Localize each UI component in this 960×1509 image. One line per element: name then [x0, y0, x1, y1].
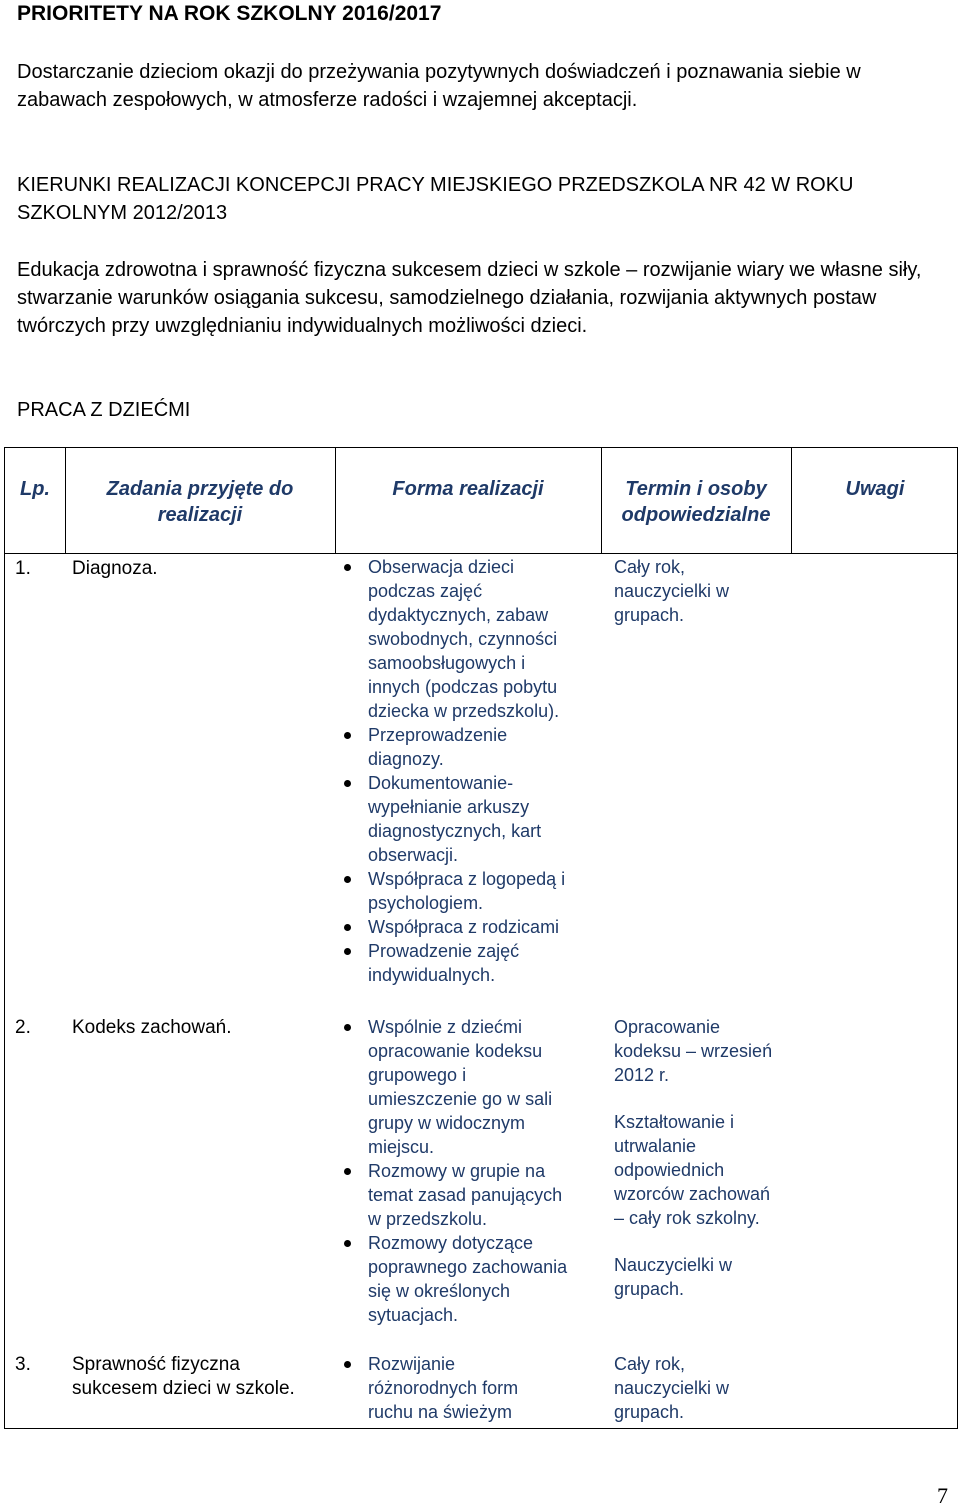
row-number: 1.: [15, 558, 31, 579]
list-item: Rozmowy dotyczące poprawnego zachowania się w określonych sytuacjach.: [338, 1231, 568, 1327]
row-task: Kodeks zachowań.: [72, 1017, 232, 1038]
list-item: Przeprowadzenie diagnozy.: [338, 723, 568, 771]
header-uwagi: Uwagi: [845, 478, 905, 500]
list-item: Współpraca z logopedą i psychologiem.: [338, 867, 568, 915]
header-separator: [5, 553, 957, 554]
row-forms-list: [338, 1015, 568, 1327]
row-task: Diagnoza.: [72, 558, 158, 579]
column-divider: [791, 448, 792, 553]
list-item: Współpraca z rodzicami: [338, 915, 568, 939]
priority-paragraph: Dostarczanie dzieciom okazji do przeżywania pozytywnych doświadczeń i poznawania siebie w zabawach zespołowych, w atmosferze radości i wzajemnej akceptacji.: [17, 61, 861, 111]
header-zadania: Zadania przyjęte do realizacji: [106, 478, 294, 526]
row-forms-list: [338, 1352, 558, 1424]
responsible-note: Cały rok, nauczycielki w grupach.: [614, 557, 730, 625]
list-item: Obserwacja dzieci podczas zajęć dydaktycznych, zabaw swobodnych, czynności samoobsługowych i innych (podczas pobytu dziecka w przedszkolu).: [338, 555, 568, 723]
row-responsible: [614, 555, 784, 650]
responsible-note: Opracowanie kodeksu – wrzesień 2012 r.: [614, 1017, 773, 1085]
tasks-table: [4, 447, 958, 1429]
list-item: Rozwijanie różnorodnych form ruchu na świeżym: [338, 1352, 558, 1424]
row-number: 2.: [15, 1017, 31, 1038]
column-divider: [65, 448, 66, 553]
list-item: Rozmowy w grupie na temat zasad panujących w przedszkolu.: [338, 1159, 568, 1231]
page-number: 7: [937, 1483, 948, 1508]
responsible-note: Cały rok, nauczycielki w grupach.: [614, 1354, 730, 1422]
directions-heading: KIERUNKI REALIZACJI KONCEPCJI PRACY MIEJSKIEGO PRZEDSZKOLA NR 42 W ROKU SZKOLNYM 2012/2013: [17, 174, 854, 224]
column-divider: [335, 448, 336, 553]
list-item: Wspólnie z dziećmi opracowanie kodeksu grupowego i umieszczenie go w sali grupy w widocznym miejscu.: [338, 1015, 568, 1159]
row-responsible: [614, 1015, 784, 1324]
page-title: PRIORITETY NA ROK SZKOLNY 2016/2017: [17, 2, 442, 25]
column-divider: [601, 448, 602, 553]
directions-paragraph: Edukacja zdrowotna i sprawność fizyczna sukcesem dzieci w szkole – rozwijanie wiary we własne siły, stwarzanie warunków osiągania sukcesu, samodzielnego działania, rozwijania aktywnych postaw twórczych przy uwzględnianiu indywidualnych możliwości dzieci.: [17, 259, 922, 337]
header-forma: Forma realizacji: [392, 478, 544, 500]
section-heading: PRACA Z DZIEĆMI: [17, 399, 191, 421]
row-forms-list: [338, 555, 568, 987]
row-number: 3.: [15, 1354, 31, 1375]
list-item: Prowadzenie zajęć indywidualnych.: [338, 939, 568, 987]
header-termin: Termin i osoby odpowiedzialne: [621, 478, 771, 526]
row-responsible: [614, 1352, 784, 1447]
list-item: Dokumentowanie-wypełnianie arkuszy diagnostycznych, kart obserwacji.: [338, 771, 568, 867]
responsible-note: Nauczycielki w grupach.: [614, 1255, 733, 1299]
row-task: Sprawność fizyczna sukcesem dzieci w szkole.: [72, 1354, 295, 1399]
header-lp: Lp.: [20, 478, 50, 500]
responsible-note: Kształtowanie i utrwalanie odpowiednich wzorców zachowań – cały rok szkolny.: [614, 1112, 771, 1228]
